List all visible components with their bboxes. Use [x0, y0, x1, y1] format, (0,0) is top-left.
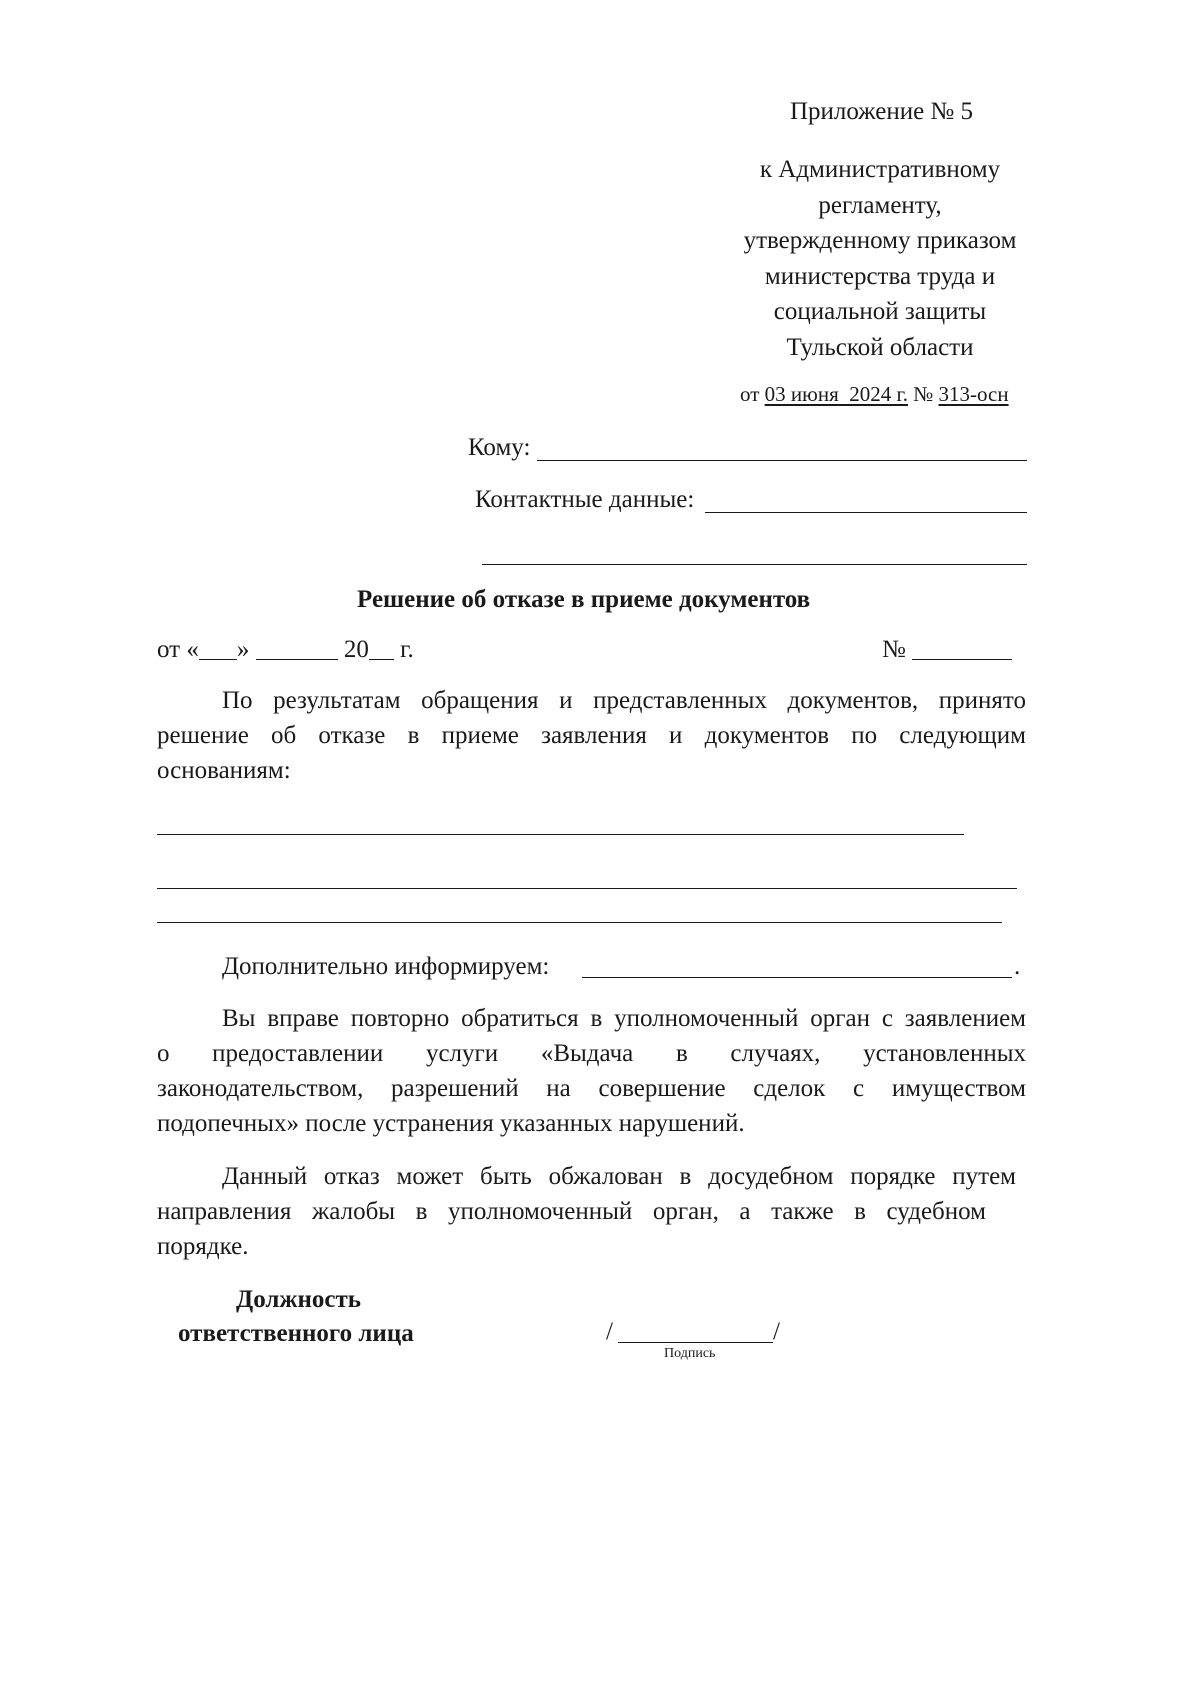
paragraph-line: решение об отказе в приеме заявления и документов по следующим	[157, 722, 1026, 749]
order-reference	[740, 382, 1009, 407]
signature-caption: Подпись	[664, 1346, 716, 1361]
decision-title: Решение об отказе в приеме документов	[357, 586, 811, 613]
year-field[interactable]	[369, 634, 394, 660]
position-title-line2: ответственного лица	[178, 1320, 414, 1347]
month-field[interactable]	[256, 634, 338, 660]
date-prefix: от «	[157, 636, 199, 663]
order-number: 313-осн	[938, 382, 1009, 406]
paragraph-line: подопечных» после устранения указанных нарушений.	[157, 1110, 745, 1137]
order-no-label: №	[907, 382, 939, 406]
paragraph-line: Вы вправе повторно обратиться в уполномоченный орган с заявлением	[222, 1005, 1026, 1032]
additional-info-label: Дополнительно информируем:	[222, 953, 550, 980]
appendix-line: министерства труда и	[764, 262, 996, 290]
paragraph-line: о предоставлении услуги «Выдача в случаях, установленных	[157, 1040, 1026, 1067]
appendix-title: Приложение № 5	[790, 98, 974, 125]
additional-info-period: .	[1014, 953, 1021, 980]
paragraph-line: направления жалобы в уполномоченный орган, а также в судебном	[157, 1198, 986, 1225]
decision-date-line	[157, 634, 414, 664]
signature-slash-right: /	[773, 1318, 780, 1345]
paragraph-line: законодательством, разрешений на совершение сделок с имуществом	[157, 1075, 1026, 1102]
appendix-block	[730, 152, 1030, 365]
paragraph-line: Данный отказ может быть обжалован в досудебном порядке путем	[222, 1163, 1016, 1190]
order-date: 03 июня 2024 г.	[764, 382, 908, 406]
number-label: №	[882, 636, 906, 663]
paragraph-line: По результатам обращения и представленных документов, принято	[222, 687, 1026, 714]
contact-field-extra[interactable]	[482, 564, 1027, 565]
contact-field[interactable]	[705, 512, 1027, 513]
to-label: Кому:	[468, 434, 531, 461]
paragraph-line: основаниям:	[157, 757, 291, 784]
appendix-line: утвержденному приказом	[743, 227, 1017, 254]
number-field[interactable]	[912, 634, 1012, 660]
appendix-line: Тульской области	[786, 333, 974, 361]
order-prefix: от	[740, 382, 765, 406]
grounds-field-1[interactable]	[157, 834, 964, 835]
paragraph-line: порядке.	[157, 1233, 249, 1260]
decision-number-line	[882, 634, 1012, 664]
grounds-field-3[interactable]	[157, 922, 1002, 923]
year-prefix: 20	[343, 636, 369, 663]
date-mid: »	[236, 636, 250, 663]
grounds-field-2[interactable]	[157, 888, 1017, 889]
year-suffix: г.	[393, 636, 414, 663]
signature-slash-left: /	[606, 1318, 613, 1345]
signature-field[interactable]	[618, 1342, 773, 1343]
position-title-line1: Должность	[236, 1286, 362, 1313]
additional-info-field[interactable]	[582, 977, 1012, 978]
appendix-line: социальной защиты	[773, 298, 987, 325]
day-field[interactable]	[199, 634, 237, 660]
appendix-line: регламенту,	[818, 191, 942, 219]
appendix-line: к Административному	[759, 156, 1001, 183]
contact-label: Контактные данные:	[475, 486, 695, 513]
to-field[interactable]	[537, 460, 1027, 461]
